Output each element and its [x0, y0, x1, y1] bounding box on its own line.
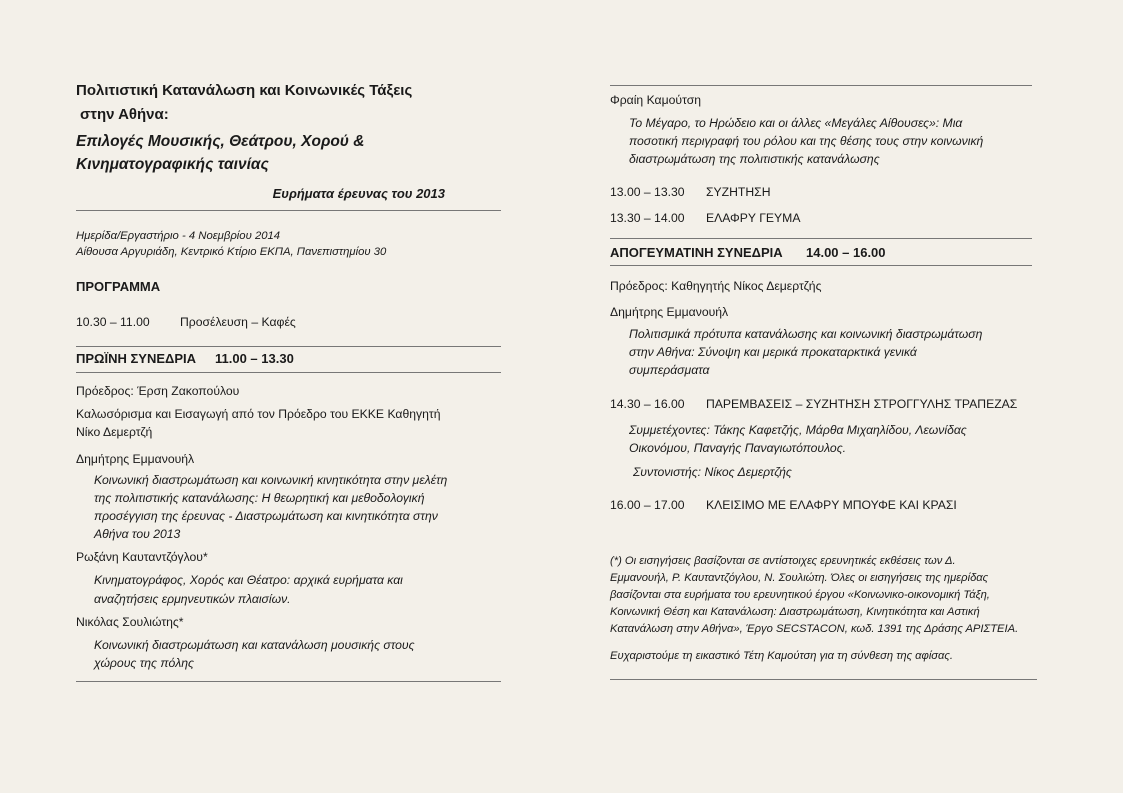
divider	[610, 679, 1037, 680]
subtitle-line-2: Κινηματογραφικής ταινίας	[76, 156, 269, 173]
program-heading: ΠΡΟΓΡΑΜΜΑ	[76, 279, 161, 294]
morning-heading: ΠΡΩΪΝΗ ΣΥΝΕΔΡΙΑ	[76, 351, 197, 366]
morning-time: 11.00 – 13.30	[215, 351, 294, 366]
participants-line: Οικονόμου, Παναγής Παναγιωτόπουλος.	[629, 441, 847, 455]
speaker-2: Ρωξάνη Καυταντζόγλου*	[76, 550, 208, 564]
talk-4-line: διαστρωμάτωση της πολιτιστικής κατανάλωσης	[629, 152, 880, 166]
welcome-line-1: Καλωσόρισμα και Εισαγωγή από τον Πρόεδρο του ΕΚΚΕ Καθηγητή	[76, 407, 441, 421]
divider	[76, 372, 501, 373]
talk-2-line: αναζητήσεις ερμηνευτικών πλαισίων.	[94, 592, 291, 606]
talk-1-line: προσέγγιση της έρευνας - Διαστρωμάτωση και κινητικότητα στην	[94, 509, 438, 523]
afternoon-time: 14.00 – 16.00	[806, 245, 886, 260]
divider	[610, 265, 1032, 266]
title-line-1: Πολιτιστική Κατανάλωση και Κοινωνικές Τάξεις	[76, 82, 413, 99]
talk-2-line: Κινηματογράφος, Χορός και Θέατρο: αρχικά ευρήματα και	[94, 573, 403, 587]
talk-1-line: Κοινωνική διαστρωμάτωση και κοινωνική κινητικότητα στην μελέτη	[94, 473, 448, 487]
footnote-line: Κατανάλωση στην Αθήνα», Έργο SECSTACON, κωδ. 1391 της Δράσης ΑΡΙΣΤΕΙΑ.	[610, 623, 1019, 635]
speaker-4: Φραίη Καμούτση	[610, 93, 702, 107]
talk-5-line: Πολιτισμικά πρότυπα κατανάλωσης και κοινωνική διαστρωμάτωση	[629, 327, 983, 341]
talk-3-line: χώρους της πόλης	[94, 656, 194, 670]
talk-5-line: στην Αθήνα: Σύνοψη και μερικά προκαταρκτικά γενικά	[629, 345, 917, 359]
talk-1-line: Αθήνα του 2013	[94, 527, 181, 541]
footnote-line: Εμμανουήλ, Ρ. Καυταντζόγλου, Ν. Σουλιώτη. Όλες οι εισηγήσεις της ημερίδας	[610, 572, 989, 584]
footnote-line: (*) Οι εισηγήσεις βασίζονται σε αντίστοιχες ερευνητικές εκθέσεις των Δ.	[610, 555, 956, 567]
lunch-time: 13.30 – 14.00	[610, 211, 685, 225]
speaker-3: Νικόλας Σουλιώτης*	[76, 615, 184, 629]
talk-4-line: ποσοτική περιγραφή του ρόλου και της θέσης τους στην κοινωνική	[629, 134, 984, 148]
lunch-label: ΕΛΑΦΡΥ ΓΕΥΜΑ	[706, 211, 801, 225]
talk-5-line: συμπεράσματα	[629, 363, 710, 377]
talk-3-line: Κοινωνική διαστρωμάτωση και κατανάλωση μουσικής στους	[94, 638, 415, 652]
coordinator: Συντονιστής: Νίκος Δεμερτζής	[633, 465, 792, 479]
event-date: Ημερίδα/Εργαστήριο - 4 Νοεμβρίου 2014	[76, 230, 281, 242]
morning-chair: Πρόεδρος: Έρση Ζακοπούλου	[76, 384, 240, 398]
afternoon-chair: Πρόεδρος: Καθηγητής Νίκος Δεμερτζής	[610, 279, 822, 293]
divider	[610, 85, 1032, 86]
welcome-line-2: Νίκο Δεμερτζή	[76, 425, 153, 439]
title-line-2: στην Αθήνα:	[80, 106, 169, 123]
arrival-time: 10.30 – 11.00	[76, 315, 150, 329]
divider	[76, 346, 501, 347]
subtitle-line-1: Επιλογές Μουσικής, Θεάτρου, Χορού &	[76, 133, 365, 150]
footnote-line: βασίζονται στα ευρήματα του ερευνητικού έργου «Κοινωνικο-οικονομική Τάξη,	[610, 589, 990, 601]
afternoon-heading: ΑΠΟΓΕΥΜΑΤΙΝΗ ΣΥΝΕΔΡΙΑ	[610, 245, 783, 260]
arrival-label: Προσέλευση – Καφές	[180, 315, 296, 329]
closing-label: ΚΛΕΙΣΙΜΟ ΜΕ ΕΛΑΦΡΥ ΜΠΟΥΦΕ ΚΑΙ ΚΡΑΣΙ	[706, 498, 957, 512]
speaker-1: Δημήτρης Εμμανουήλ	[76, 452, 195, 466]
talk-1-line: της πολιτιστικής κατανάλωσης: Η θεωρητική και μεθοδολογική	[94, 491, 425, 505]
findings-label: Ευρήματα έρευνας του 2013	[272, 186, 445, 201]
divider	[76, 681, 501, 682]
divider	[610, 238, 1032, 239]
thanks-note: Ευχαριστούμε τη εικαστικό Τέτη Καμούτση για τη σύνθεση της αφίσας.	[610, 650, 953, 662]
divider	[76, 210, 501, 211]
speaker-5: Δημήτρης Εμμανουήλ	[610, 305, 729, 319]
closing-time: 16.00 – 17.00	[610, 498, 685, 512]
discussion-time: 13.00 – 13.30	[610, 185, 685, 199]
discussion-label: ΣΥΖΗΤΗΣΗ	[706, 185, 771, 199]
participants-line: Συμμετέχοντες: Τάκης Καφετζής, Μάρθα Μιχαηλίδου, Λεωνίδας	[629, 423, 967, 437]
roundtable-time: 14.30 – 16.00	[610, 397, 685, 411]
footnote-line: Κοινωνική Θέση και Κατανάλωση: Διαστρωμάτωση, Κινητικότητα και Αστική	[610, 606, 980, 618]
event-place: Αίθουσα Αργυριάδη, Κεντρικό Κτίριο ΕΚΠΑ, Πανεπιστημίου 30	[76, 246, 387, 258]
talk-4-line: Το Μέγαρο, το Ηρώδειο και οι άλλες «Μεγάλες Αίθουσες»: Μια	[629, 116, 963, 130]
roundtable-label: ΠΑΡΕΜΒΑΣΕΙΣ – ΣΥΖΗΤΗΣΗ ΣΤΡΟΓΓΥΛΗΣ ΤΡΑΠΕΖΑΣ	[706, 397, 1018, 411]
